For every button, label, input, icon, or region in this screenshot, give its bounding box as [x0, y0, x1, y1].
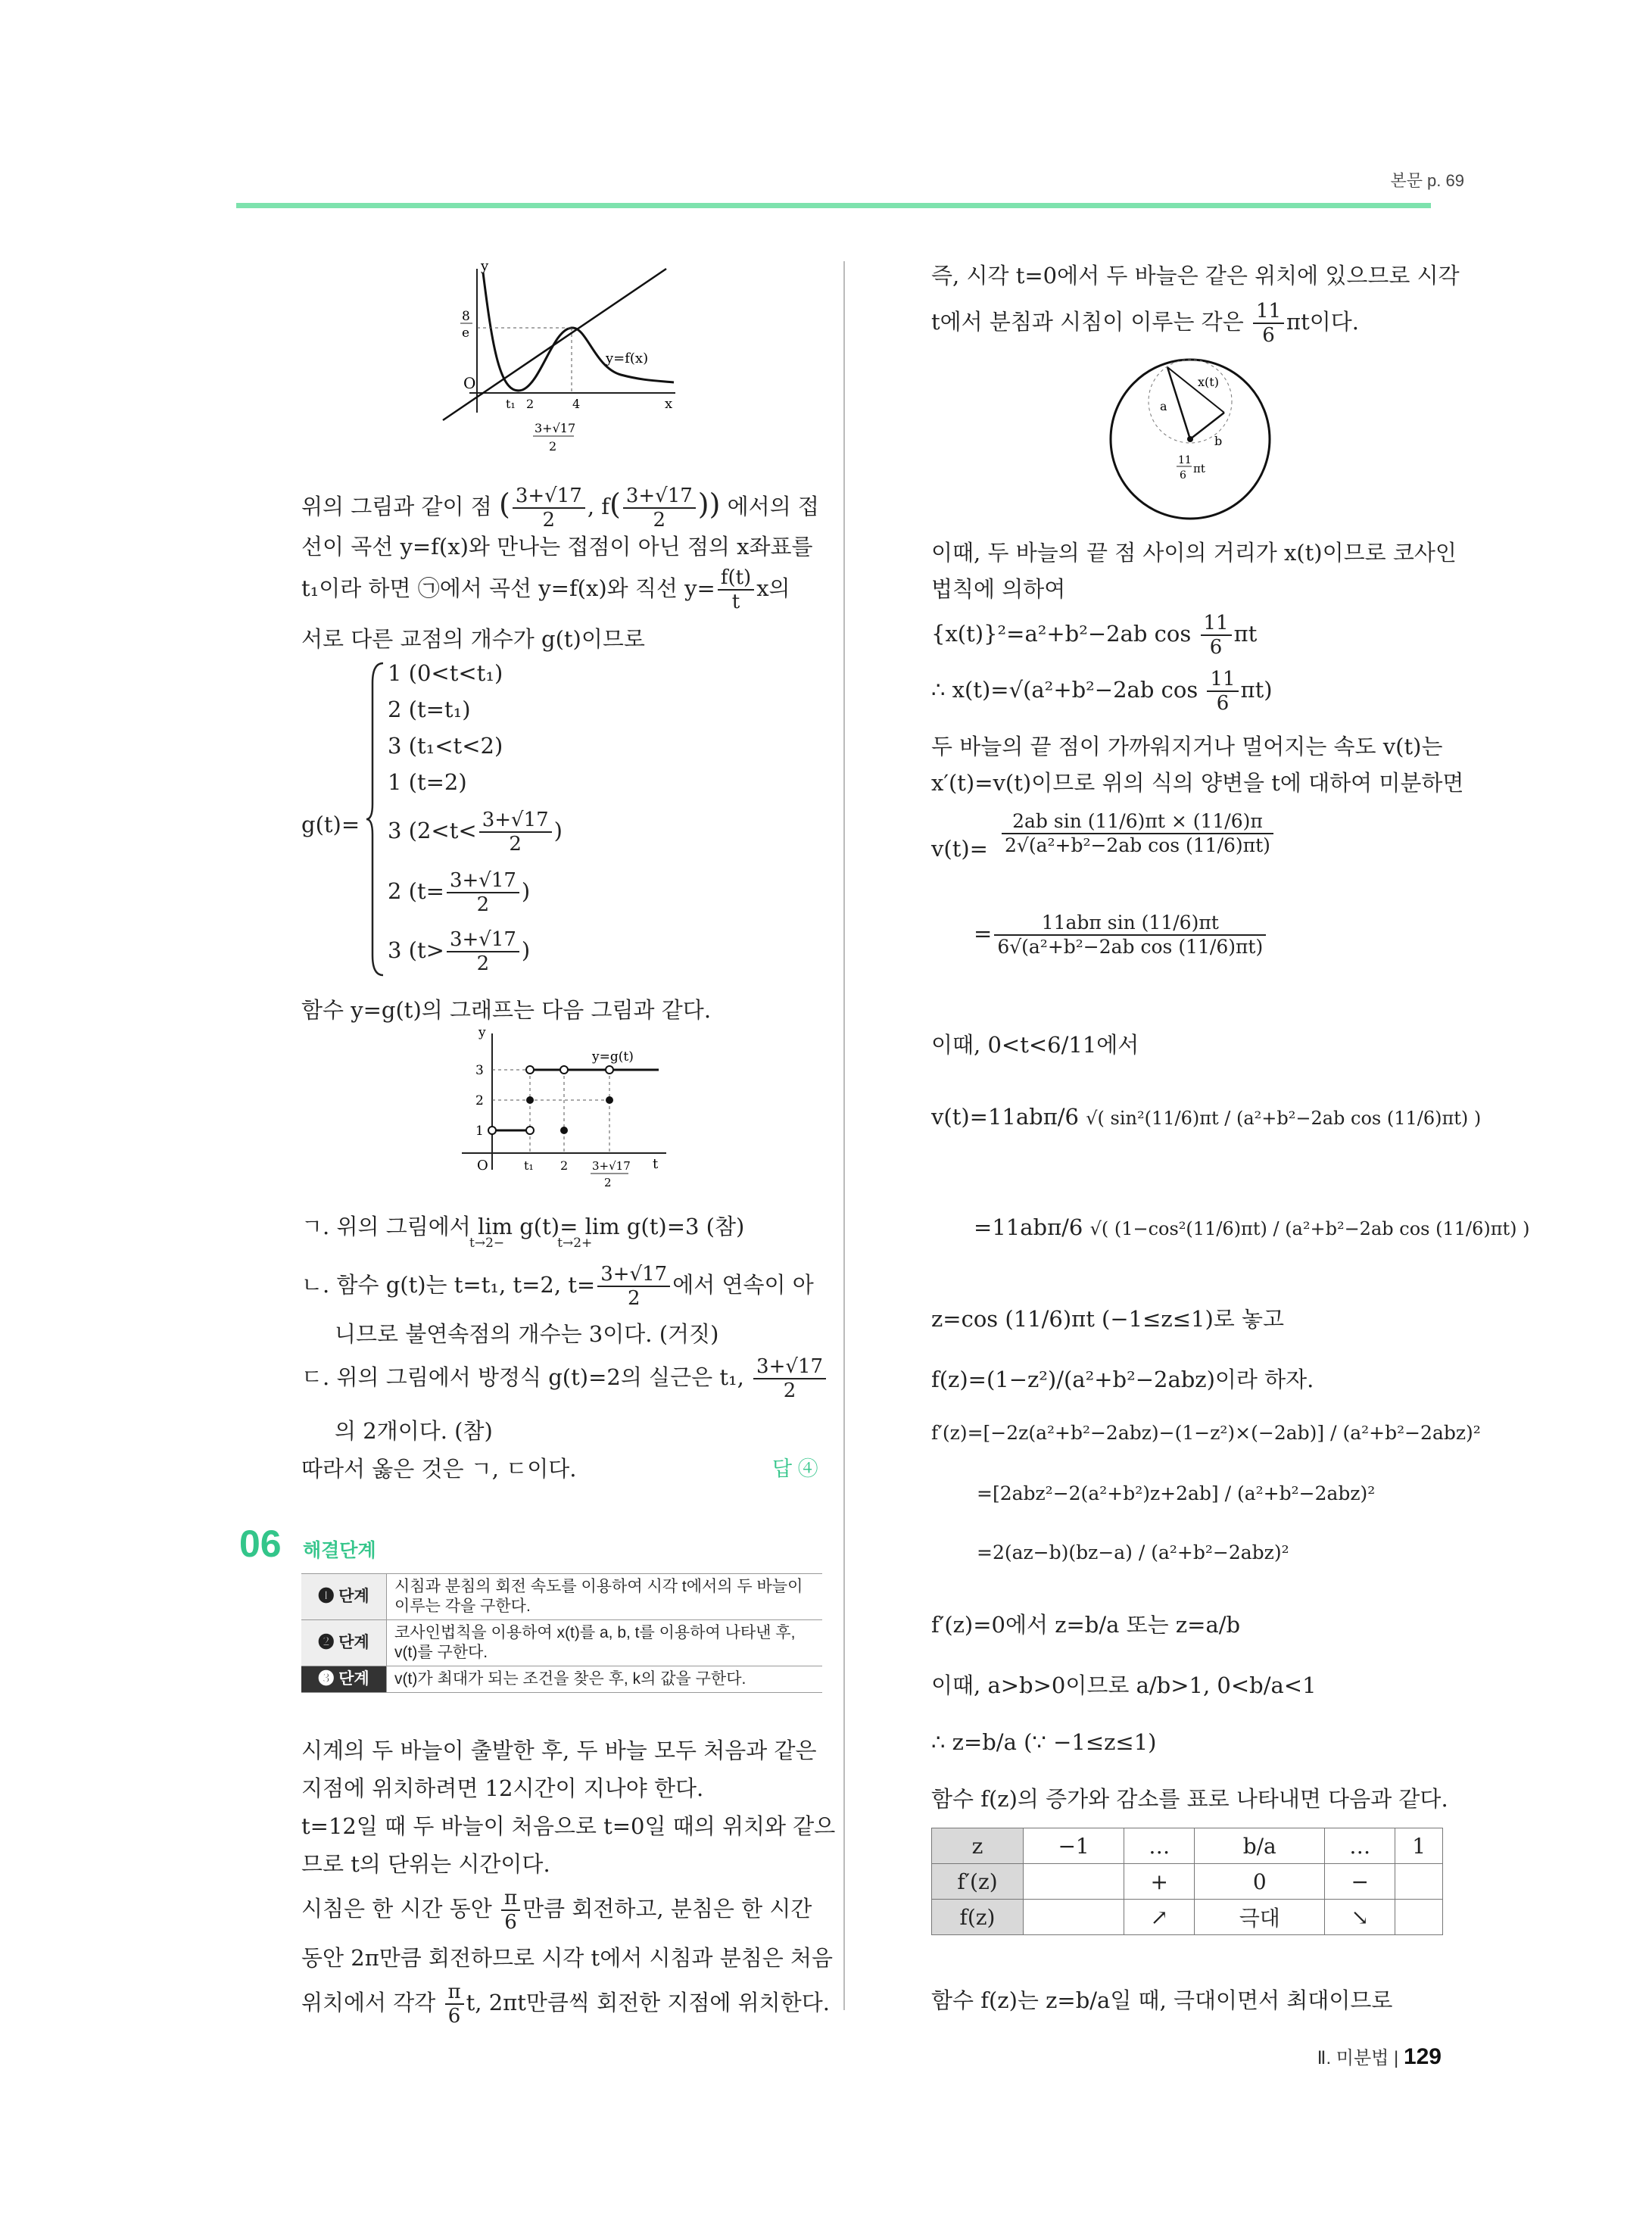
svg-text:b: b: [1214, 434, 1223, 448]
solution-7: 위치에서 각각 $\frac{\pi}{6}$ t, 2πt만큼씩 회전한 지점에 위치한다.: [301, 1981, 830, 2028]
right-line-8: z=cos (11/6)πt (−1≤z≤1)로 놓고: [931, 1306, 1285, 1332]
steps-table: [301, 1573, 822, 1693]
y-tick-num: 8: [462, 309, 470, 324]
answer: 답 ④: [772, 1457, 818, 1480]
step-row: ❸ 단계 v(t)가 최대가 되는 조건을 찾은 후, k의 값을 구한다.: [301, 1666, 822, 1693]
svg-text:1: 1: [475, 1124, 484, 1139]
right-line-13: 함수 f(z)는 z=b/a일 때, 극대이면서 최대이므로: [931, 1987, 1393, 2013]
frac-num: 3+√17: [535, 421, 576, 435]
case-1: 1 (0<t<t₁): [388, 660, 503, 686]
solution-5: 시침은 한 시간 동안 $\frac{\pi}{6}$ 만큼 회전하고, 분침은 한 시간: [301, 1887, 812, 1934]
f-def: f(z)=(1−z²)/(a²+b²−2abz)이라 하자.: [931, 1367, 1314, 1392]
solution-1: 시계의 두 바늘이 출발한 후, 두 바늘 모두 처음과 같은: [301, 1738, 817, 1763]
step-row: ❶ 단계 시침과 분침의 회전 속도를 이용하여 시각 t에서의 두 바늘이 이루는 각을 구한다.: [301, 1574, 822, 1620]
solution-6: 동안 2π만큼 회전하므로 시각 t에서 시침과 분침은 처음: [301, 1945, 833, 1971]
svg-text:y: y: [478, 1026, 486, 1040]
v-lhs: v(t)=: [931, 836, 988, 862]
svg-text:O: O: [477, 1158, 488, 1174]
v-step-3: v(t)=11abπ/6 √( sin²(11/6)πt / (a²+b²−2ab cos (11/6)πt) ): [931, 1104, 1482, 1130]
statement-1: ㄱ. 위의 그림에서 lim g(t)= lim g(t)=3 (참): [301, 1214, 745, 1239]
case-7: 3 (t> $\frac{3+√17}{2}$ ): [388, 928, 531, 975]
conclusion: 따라서 옳은 것은 ㄱ, ㄷ이다.: [301, 1456, 577, 1482]
svg-text:πt: πt: [1193, 462, 1205, 475]
table-row: z −1 … b/a … 1: [932, 1828, 1443, 1864]
svg-text:y=g(t): y=g(t): [592, 1049, 634, 1065]
right-line-4: 법칙에 의하여: [931, 576, 1066, 602]
top-rule: [236, 203, 1431, 208]
cases-brace: [365, 660, 388, 978]
case-5: 3 (2<t< $\frac{3+√17}{2}$ ): [388, 809, 563, 856]
left-line-1: 위의 그림과 같이 점 ( $\frac{3+√17}{2}$ , f( $\frac{3+√17}{2}$ )) 에서의 접: [301, 485, 819, 531]
solution-4: 므로 t의 단위는 시간이다.: [301, 1851, 550, 1877]
right-line-12: 함수 f(z)의 증가와 감소를 표로 나타내면 다음과 같다.: [931, 1786, 1448, 1812]
right-line-11: ∴ z=b/a (∵ −1≤z≤1): [931, 1729, 1157, 1755]
case-3: 3 (t₁<t<2): [388, 733, 503, 759]
right-line-6: x′(t)=v(t)이므로 위의 식의 양변을 t에 대하여 미분하면: [931, 770, 1464, 796]
case-4: 1 (t=2): [388, 769, 467, 795]
svg-text:3+√17: 3+√17: [592, 1159, 631, 1173]
right-line-2: t에서 분침과 시침이 이루는 각은 $\frac{11}{6}$ πt이다.: [931, 300, 1359, 347]
clock-figure: [1107, 356, 1273, 522]
svg-text:11: 11: [1178, 454, 1192, 466]
tick-4: 4: [572, 397, 581, 411]
svg-text:6: 6: [1180, 469, 1186, 482]
v-step-2: = $\frac{\text{11abπ sin (11/6)πt}}{\text{6√(a²+b²−2ab cos (11/6)πt)}}$: [974, 912, 1268, 959]
f-derivative-1: f′(z)=[−2z(a²+b²−2abz)−(1−z²)×(−2ab)] / (a²+b²−2abz)²: [931, 1422, 1481, 1444]
svg-text:3: 3: [475, 1063, 484, 1078]
y-tick-den: e: [462, 326, 470, 341]
curve-label: y=f(x): [606, 351, 649, 366]
case-6: 2 (t= $\frac{3+√17}{2}$ ): [388, 869, 531, 916]
page-footer: Ⅱ. 미분법 | 129: [1317, 2044, 1442, 2069]
solution-2: 지점에 위치하려면 12시간이 지나야 한다.: [301, 1775, 704, 1801]
left-line-3: t₁이라 하면 ㉠에서 곡선 y=f(x)와 직선 y= $\frac{f(t)}{t}$ x의: [301, 566, 790, 613]
svg-text:x(t): x(t): [1198, 375, 1219, 389]
right-line-9: f′(z)=0에서 z=b/a 또는 z=a/b: [931, 1612, 1241, 1638]
column-divider: [843, 261, 845, 2010]
table-row: f′(z) + 0 −: [932, 1864, 1443, 1900]
svg-text:2: 2: [560, 1158, 569, 1173]
origin-label: O: [463, 374, 476, 392]
right-line-3: 이때, 두 바늘의 끝 점 사이의 거리가 x(t)이므로 코사인: [931, 540, 1457, 566]
page-reference: 본문 p. 69: [1390, 171, 1464, 190]
statement-2-cont: 니므로 불연속점의 개수는 3이다. (거짓): [335, 1321, 719, 1347]
frac-den: 2: [549, 439, 557, 454]
v-step-4: =11abπ/6 √( (1−cos²(11/6)πt) / (a²+b²−2ab cos (11/6)πt) ): [974, 1214, 1530, 1240]
graph-f: [439, 261, 681, 454]
svg-text:t: t: [653, 1156, 659, 1172]
eq-cosine-law: {x(t)}²=a²+b²−2ab cos $\frac{11}{6}$ πt: [931, 612, 1258, 659]
svg-text:t₁: t₁: [524, 1158, 534, 1173]
statement-3: ㄷ. 위의 그림에서 방정식 g(t)=2의 실근은 t₁, $\frac{3+√17}{2}$: [301, 1355, 828, 1402]
v-step-1: $\frac{\text{2ab sin (11/6)πt × (11/6)π}}{\text{2√(a²+b²−2ab cos (11/6)πt)}}$: [999, 810, 1276, 857]
solution-3: t=12일 때 두 바늘이 처음으로 t=0일 때의 위치와 같으: [301, 1813, 836, 1839]
left-line-2: 선이 곡선 y=f(x)와 만나는 접점이 아닌 점의 x좌표를: [301, 534, 813, 560]
t1-label: t₁: [506, 397, 516, 411]
graph-g: [454, 1026, 674, 1204]
svg-text:a: a: [1160, 399, 1167, 413]
statement-3-cont: 의 2개이다. (참): [335, 1418, 493, 1444]
graph-intro: 함수 y=g(t)의 그래프는 다음 그림과 같다.: [301, 997, 712, 1023]
right-line-10: 이때, a>b>0이므로 a/b>1, 0<b/a<1: [931, 1672, 1317, 1698]
statement-1-sub: t→2− t→2+: [469, 1236, 593, 1251]
section-title: 해결단계: [303, 1540, 376, 1561]
increase-decrease-table: [931, 1828, 1443, 1935]
x-axis-label: x: [665, 396, 673, 412]
right-line-1: 즉, 시각 t=0에서 두 바늘은 같은 위치에 있으므로 시각: [931, 263, 1460, 288]
f-derivative-2: =[2abz²−2(a²+b²)z+2ab] / (a²+b²−2abz)²: [977, 1482, 1376, 1504]
f-derivative-3: =2(az−b)(bz−a) / (a²+b²−2abz)²: [977, 1541, 1289, 1563]
tick-2: 2: [526, 397, 535, 411]
step-row: ❷ 단계 코사인법칙을 이용하여 x(t)를 a, b, t를 이용하여 나타낸 후, v(t)를 구한다.: [301, 1620, 822, 1666]
statement-2: ㄴ. 함수 g(t)는 t=t₁, t=2, t= $\frac{3+√17}{2}$ 에서 연속이 아: [301, 1263, 814, 1310]
table-row: f(z) ↗ 극대 ↘: [932, 1900, 1443, 1935]
case-2: 2 (t=t₁): [388, 697, 471, 722]
y-axis-label: y: [481, 261, 489, 274]
eq-x: ∴ x(t)=√(a²+b²−2ab cos $\frac{11}{6}$ πt): [931, 668, 1273, 715]
svg-text:2: 2: [604, 1176, 612, 1189]
right-line-7: 이때, 0<t<6/11에서: [931, 1032, 1139, 1058]
section-number: 06: [239, 1523, 282, 1565]
left-line-4: 서로 다른 교점의 개수가 g(t)이므로: [301, 626, 645, 652]
right-line-5: 두 바늘의 끝 점이 가까워지거나 멀어지는 속도 v(t)는: [931, 734, 1443, 759]
svg-text:2: 2: [475, 1093, 484, 1108]
gt-lhs: g(t)=: [301, 812, 360, 837]
